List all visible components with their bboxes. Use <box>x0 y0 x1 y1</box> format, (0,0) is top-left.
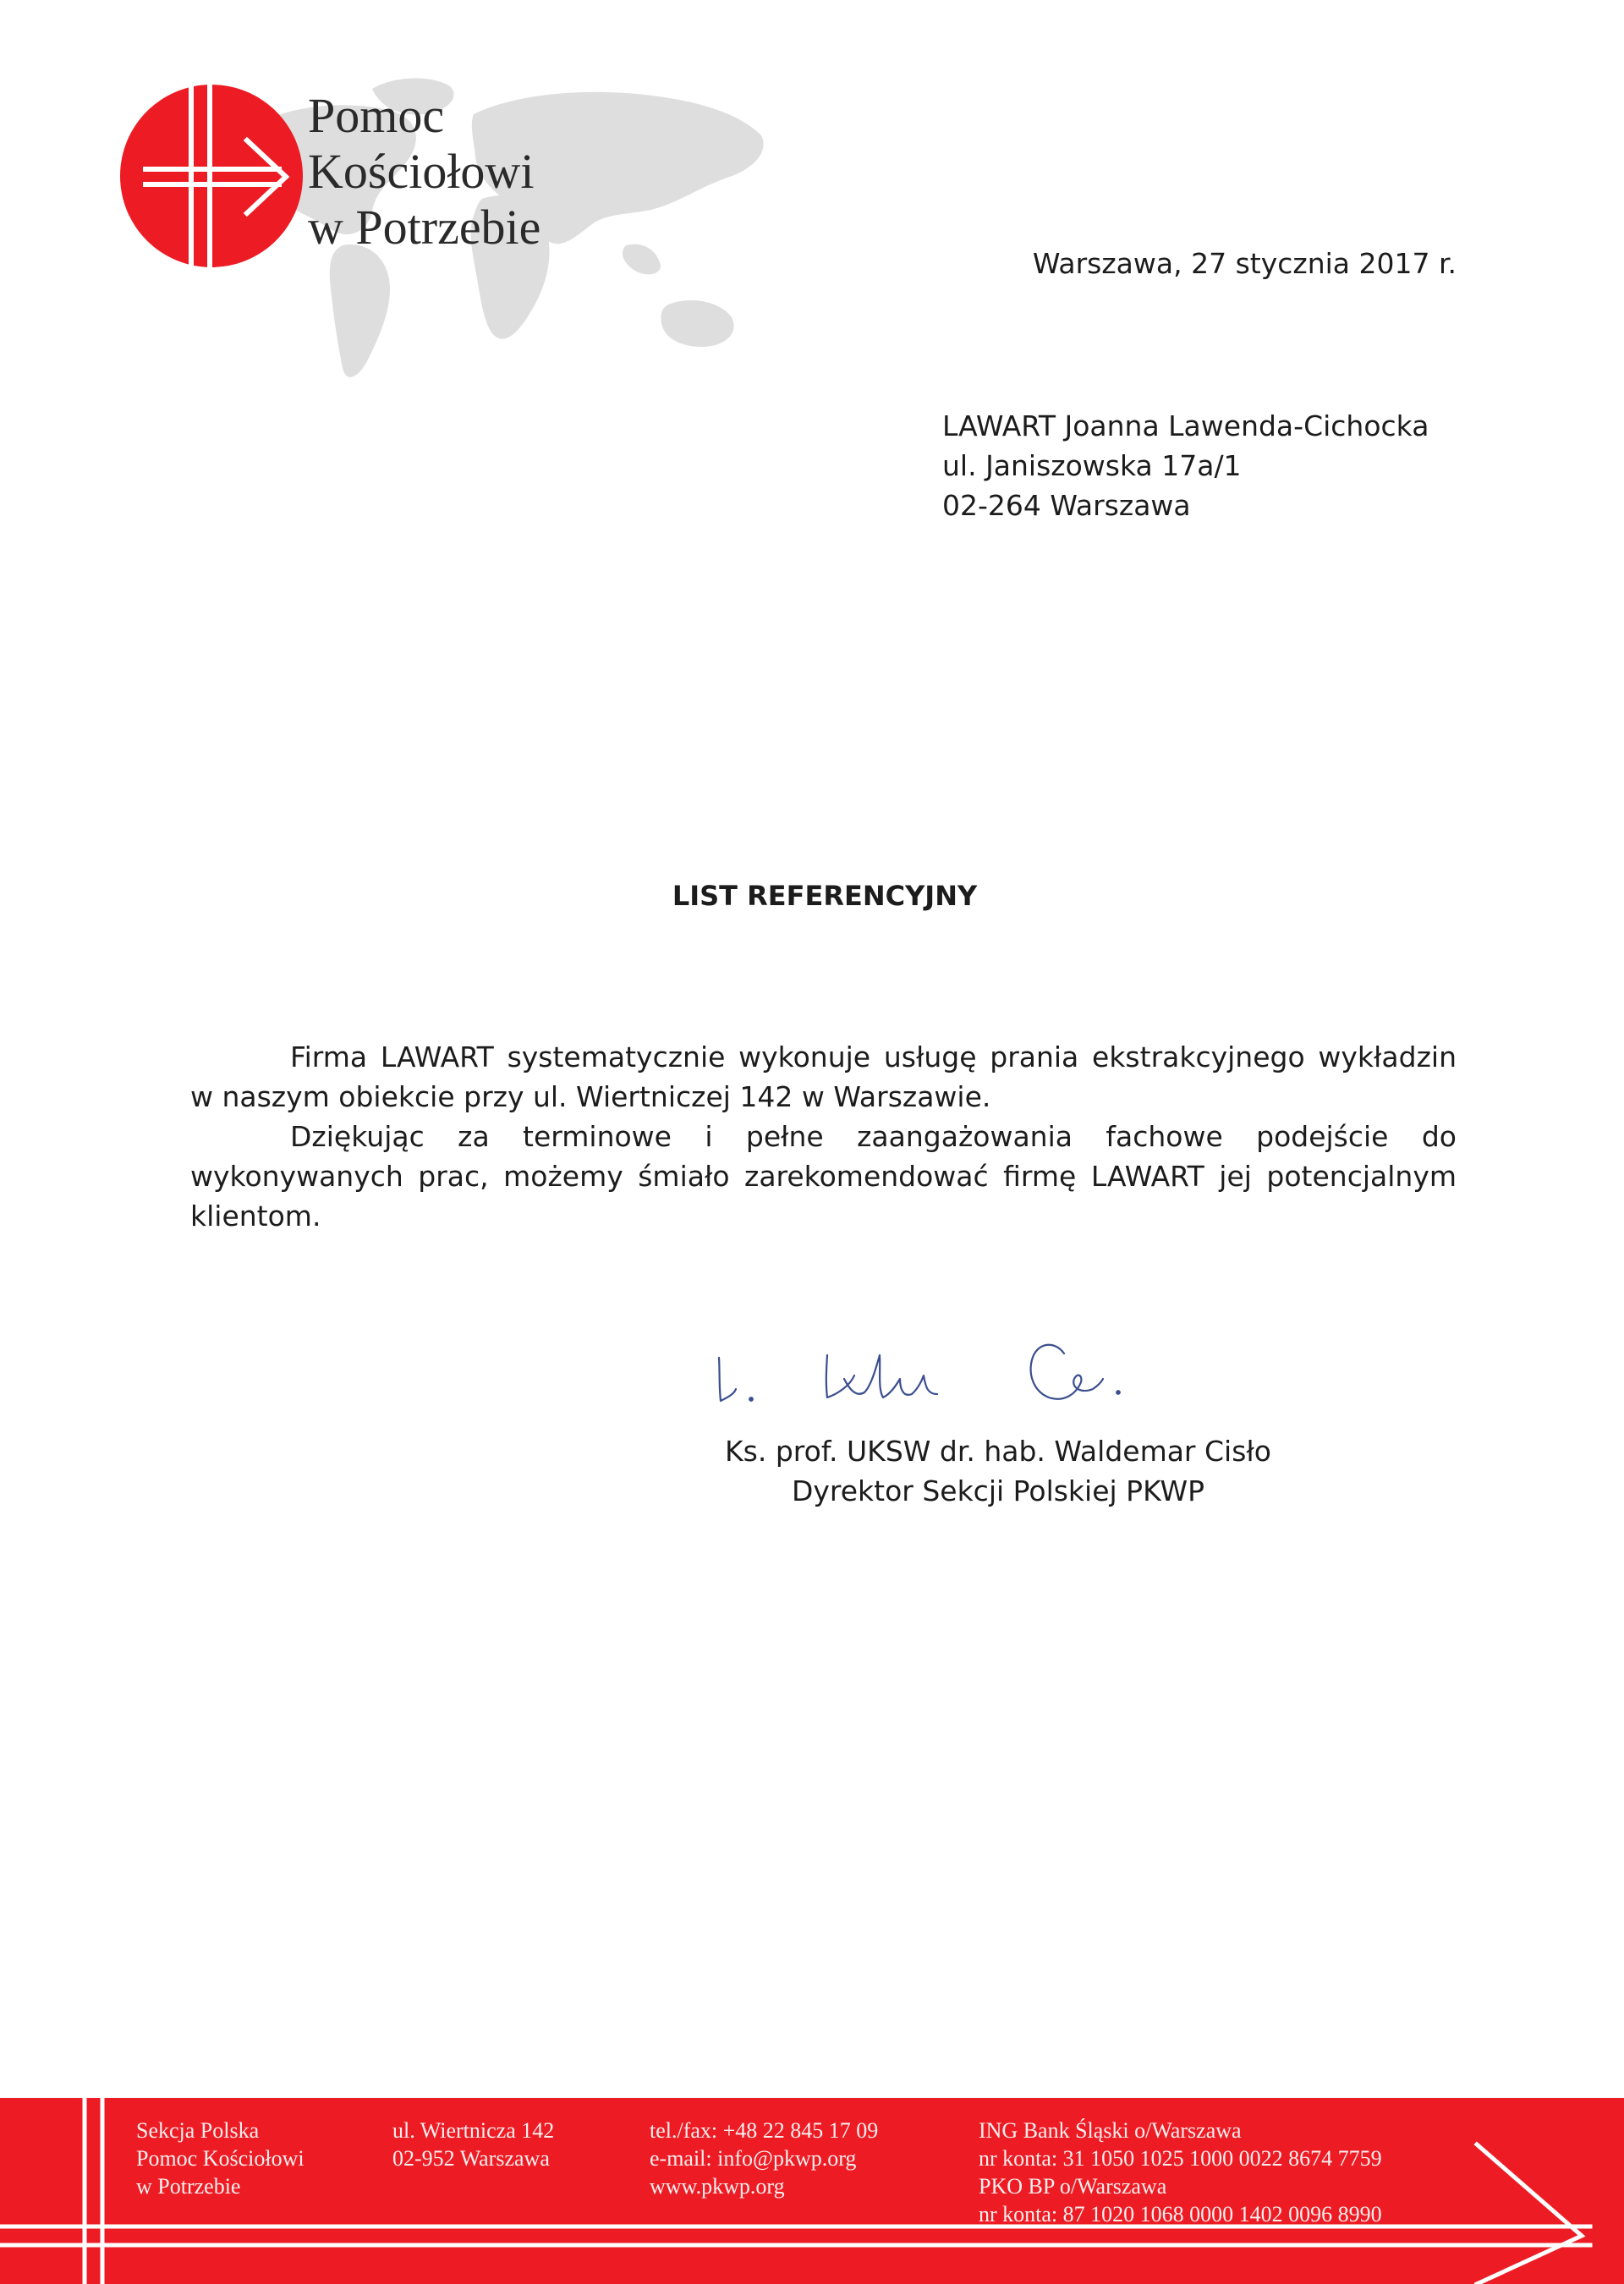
recipient-address <box>942 406 1429 525</box>
footer-bank-line: ING Bank Śląski o/Warszawa <box>979 2118 1242 2143</box>
handwritten-signature <box>710 1320 1201 1413</box>
footer-bank <box>979 2117 1382 2228</box>
logo-line-1: Pomoc <box>308 88 445 143</box>
body-paragraph-2: Dziękując za terminowe i pełne zaangażowania fachowe podejście do wykonywanych prac, możemy śmiało zarekomendować firmę LAWART jej potencjalnym klientom. <box>190 1120 1457 1233</box>
signer-role: Dyrektor Sekcji Polskiej PKWP <box>791 1474 1205 1507</box>
footer-section <box>136 2117 304 2200</box>
footer-bank-line: nr konta: 31 1050 1025 1000 0022 8674 7759 <box>979 2146 1382 2171</box>
signer-block <box>651 1431 1345 1511</box>
signer-name: Ks. prof. UKSW dr. hab. Waldemar Cisło <box>725 1435 1271 1468</box>
footer-section-line: Sekcja Polska <box>136 2118 260 2143</box>
organization-name <box>308 88 540 255</box>
footer-bank-line: PKO BP o/Warszawa <box>979 2174 1167 2199</box>
footer-email: e-mail: info@pkwp.org <box>650 2146 857 2171</box>
recipient-city: 02-264 Warszawa <box>942 489 1191 522</box>
logo-line-2: Kościołowi <box>308 144 535 199</box>
letter-body <box>190 1037 1457 1236</box>
footer-address-line: ul. Wiertnicza 142 <box>392 2118 555 2143</box>
footer-contact <box>650 2117 878 2200</box>
body-paragraph-1: Firma LAWART systematycznie wykonuje usługę prania ekstrakcyjnego wykładzin w naszym obiekcie przy ul. Wiertniczej 142 w Warszawie. <box>190 1040 1457 1113</box>
recipient-street: ul. Janiszowska 17a/1 <box>942 449 1242 482</box>
footer-phone: tel./fax: +48 22 845 17 09 <box>650 2118 879 2143</box>
letter-date: Warszawa, 27 stycznia 2017 r. <box>1032 247 1457 280</box>
footer-address-line: 02-952 Warszawa <box>392 2146 550 2171</box>
footer-section-line: w Potrzebie <box>136 2174 241 2199</box>
logo-line-3: w Potrzebie <box>308 200 541 255</box>
letterhead-footer <box>0 2098 1624 2284</box>
footer-address <box>392 2117 554 2172</box>
recipient-name: LAWART Joanna Lawenda-Cichocka <box>942 409 1429 442</box>
footer-website: www.pkwp.org <box>650 2174 785 2199</box>
footer-bank-line: nr konta: 87 1020 1068 0000 1402 0096 8990 <box>979 2202 1382 2226</box>
document-title: LIST REFERENCYJNY <box>672 880 978 912</box>
footer-section-line: Pomoc Kościołowi <box>136 2146 304 2171</box>
organization-logo-icon <box>120 85 303 267</box>
